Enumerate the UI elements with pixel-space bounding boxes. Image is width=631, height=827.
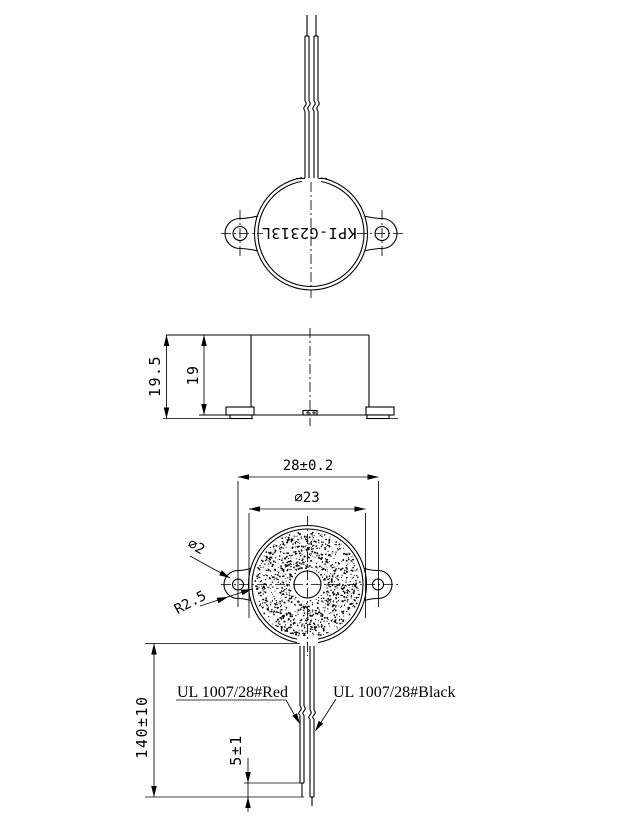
arrowhead [315, 721, 323, 732]
arrowhead [201, 404, 207, 415]
wire-break [313, 101, 316, 111]
body-height-text: 19 [184, 364, 202, 386]
top-view-wires [304, 15, 320, 178]
bottom-view-wires [299, 646, 316, 806]
dim-strip-length [227, 734, 300, 812]
red-wire-label: UL 1007/28#Red [177, 684, 288, 701]
ear-radius-text: R2.5 [171, 587, 210, 618]
overall-height-text: 19.5 [146, 354, 164, 398]
black-wire-label: UL 1007/28#Black [333, 684, 456, 701]
mounting-pitch-text: 28±0.2 [282, 458, 334, 474]
hole-diameter-text: ∅2 [184, 535, 208, 559]
black-wire-callout [315, 684, 456, 732]
arrowhead [238, 474, 249, 480]
wire-break [299, 706, 302, 715]
wire-break [303, 706, 306, 715]
arrowhead [151, 786, 157, 797]
arrowhead [368, 474, 379, 480]
arrowhead [201, 335, 207, 346]
red-wire-callout [176, 684, 300, 724]
dim-body-height [184, 335, 207, 415]
left-foot [226, 407, 254, 415]
strip-length-text: 5±1 [227, 734, 245, 766]
wire-length-text: 140±10 [133, 695, 151, 759]
dim-hole-diameter [185, 536, 230, 578]
right-foot [366, 407, 394, 415]
wire-break [313, 710, 316, 719]
arrowhead [245, 772, 251, 783]
top-view [221, 15, 403, 298]
arrowhead [164, 408, 170, 419]
dim-wire-length [133, 644, 304, 798]
bottom-view [133, 458, 456, 812]
wire-break [317, 101, 320, 111]
body-diameter-text: ∅23 [294, 490, 320, 506]
arrowhead [151, 644, 157, 655]
left-foot-pad [230, 415, 252, 419]
arrowhead [164, 335, 170, 346]
side-view [146, 328, 398, 426]
arrowhead [355, 506, 366, 512]
arrowhead [217, 597, 228, 603]
arrowhead [249, 506, 260, 512]
right-foot-pad [367, 415, 389, 419]
wire-break [308, 101, 311, 111]
part-label: KPI-G2313L [261, 224, 357, 242]
wire-break [309, 710, 312, 719]
terminal-plus-marks [306, 411, 316, 415]
arrowhead [245, 797, 251, 808]
dim-overall-height [146, 335, 169, 419]
wire-break [304, 101, 307, 111]
